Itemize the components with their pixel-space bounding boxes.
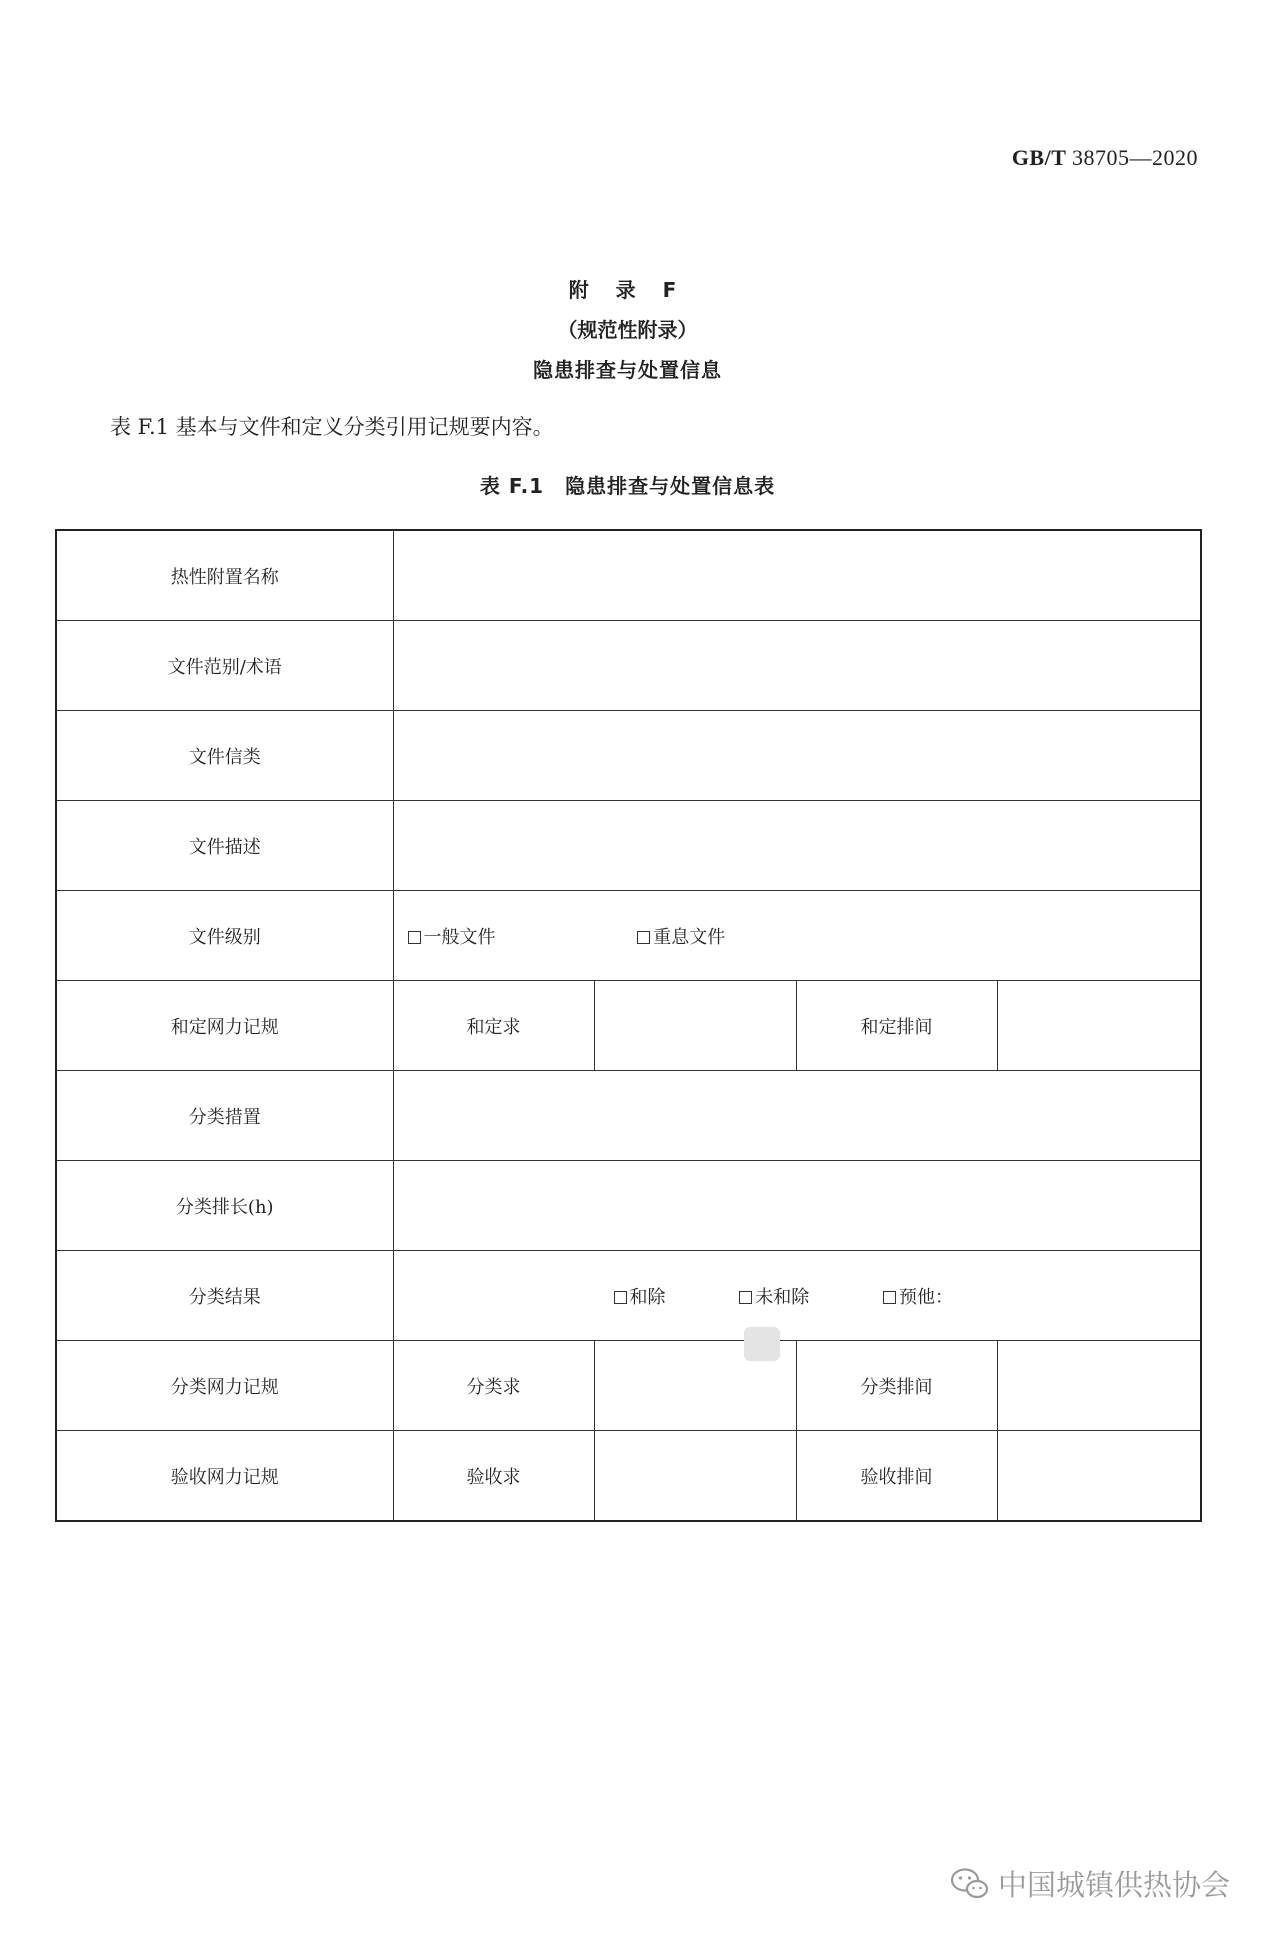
value-cell[interactable] xyxy=(997,981,1201,1071)
appendix-title: 附 录 F xyxy=(568,278,687,302)
option-label: 预他： xyxy=(898,1286,953,1308)
value-cell[interactable] xyxy=(393,1161,1201,1251)
checkbox[interactable] xyxy=(614,1291,627,1304)
sub-label: 和定排间 xyxy=(796,981,997,1071)
sub-label: 分类求 xyxy=(393,1341,594,1431)
value-cell[interactable] xyxy=(594,981,796,1071)
standard-code xyxy=(1012,145,1198,171)
info-table xyxy=(55,529,1202,1522)
table-row xyxy=(56,1251,1201,1341)
level-option[interactable] xyxy=(637,923,725,949)
row-label: 分类网力记规 xyxy=(56,1341,393,1431)
level-option[interactable] xyxy=(408,923,496,949)
wechat-icon xyxy=(950,1867,990,1901)
table-row xyxy=(56,1161,1201,1251)
table-row xyxy=(56,530,1201,621)
row-label: 文件级别 xyxy=(56,891,393,981)
intro-text: 表 F.1 基本与文件和定义分类引用记规要内容。 xyxy=(110,415,554,439)
table-row xyxy=(56,801,1201,891)
level-options xyxy=(393,891,1201,981)
watermark-text: 中国城镇供热协会 xyxy=(998,1868,1231,1902)
option-label: 和除 xyxy=(629,1286,666,1308)
row-label: 热性附置名称 xyxy=(56,530,393,621)
value-cell[interactable] xyxy=(997,1341,1201,1431)
table-row xyxy=(56,891,1201,981)
row-label: 分类措置 xyxy=(56,1071,393,1161)
table-caption: 表 F.1 隐患排查与处置信息表 xyxy=(479,474,776,498)
result-option[interactable] xyxy=(614,1283,666,1309)
checkbox[interactable] xyxy=(883,1291,896,1304)
table-row xyxy=(56,981,1201,1071)
sub-label: 分类排间 xyxy=(796,1341,997,1431)
row-label: 和定网力记规 xyxy=(56,981,393,1071)
appendix-nature: （规范性附录） xyxy=(557,318,698,342)
option-label: 一般文件 xyxy=(423,926,496,948)
value-cell[interactable] xyxy=(393,530,1201,621)
value-cell[interactable] xyxy=(997,1431,1201,1522)
result-option[interactable] xyxy=(883,1283,953,1309)
sub-label: 验收求 xyxy=(393,1431,594,1522)
table-row xyxy=(56,621,1201,711)
result-options xyxy=(393,1251,1201,1341)
row-label: 文件范别/术语 xyxy=(56,621,393,711)
table-row xyxy=(56,711,1201,801)
row-label: 分类排长(h) xyxy=(56,1161,393,1251)
option-label: 重息文件 xyxy=(653,926,726,948)
checkbox[interactable] xyxy=(408,931,421,944)
table-row xyxy=(56,1071,1201,1161)
option-label: 未和除 xyxy=(755,1286,810,1308)
value-cell[interactable] xyxy=(594,1431,796,1522)
row-label: 文件描述 xyxy=(56,801,393,891)
value-cell[interactable] xyxy=(393,1071,1201,1161)
watermark xyxy=(950,1863,1230,1904)
result-option[interactable] xyxy=(739,1283,809,1309)
table-row xyxy=(56,1431,1201,1522)
sub-label: 和定求 xyxy=(393,981,594,1071)
value-cell[interactable] xyxy=(393,621,1201,711)
value-cell[interactable] xyxy=(393,801,1201,891)
table-row xyxy=(56,1341,1201,1431)
scroll-indicator xyxy=(744,1327,780,1361)
row-label: 文件信类 xyxy=(56,711,393,801)
appendix-subject: 隐患排查与处置信息 xyxy=(533,358,722,382)
checkbox[interactable] xyxy=(637,931,650,944)
value-cell[interactable] xyxy=(393,711,1201,801)
sub-label: 验收排间 xyxy=(796,1431,997,1522)
standard-prefix: GB/T xyxy=(1011,145,1066,170)
row-label: 分类结果 xyxy=(56,1251,393,1341)
row-label: 验收网力记规 xyxy=(56,1431,393,1522)
standard-number: 38705—2020 xyxy=(1072,145,1198,170)
checkbox[interactable] xyxy=(739,1291,752,1304)
